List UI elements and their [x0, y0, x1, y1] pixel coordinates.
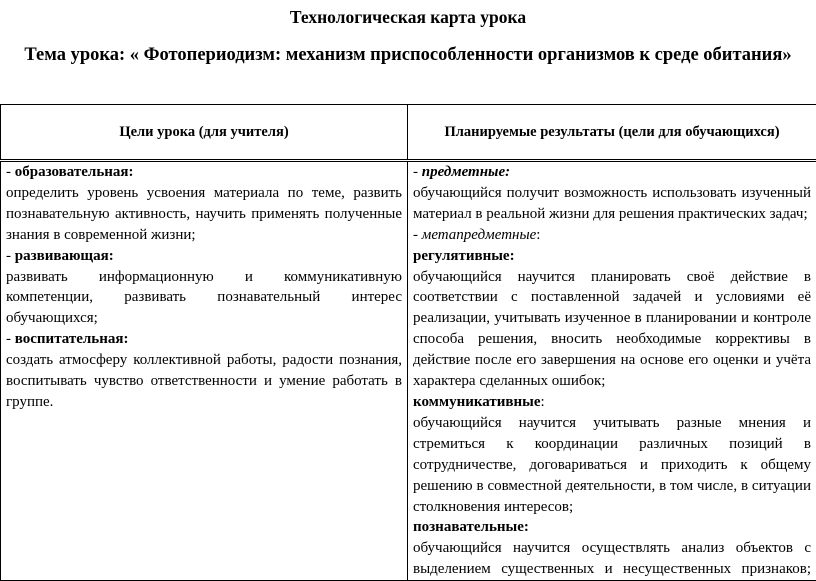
colon: :	[541, 394, 545, 410]
result-label: регулятивные:	[413, 248, 515, 264]
goal-educational-text: определить уровень усвоения материала по теме, развить познавательную активность, научить применять полученные знания в современной жизни;	[6, 183, 402, 246]
goal-label: воспитательная:	[15, 331, 129, 347]
result-regulatory-text: обучающийся научится планировать своё действие в соответствии с поставленной задачей и условиями её реализации, учитывать изученное в планировании и контроле способа решения, вносить необходимые коррективы в действие после его завершения на основе его оценки и учёта характера сделанных ошибок;	[413, 267, 811, 392]
lesson-map-table	[0, 104, 816, 581]
dash: -	[413, 164, 422, 180]
result-label: метапредметные	[422, 227, 537, 243]
result-cognitive-text: обучающийся научится осуществлять анализ объектов с выделением существенных и несущественных признаков;	[413, 538, 811, 580]
dash: -	[413, 227, 422, 243]
result-meta-heading	[413, 225, 811, 246]
result-cognitive-heading	[413, 517, 811, 538]
result-label: предметные:	[422, 164, 510, 180]
goal-educational-heading	[6, 162, 402, 183]
goal-upbringing-heading	[6, 329, 402, 350]
colon: :	[536, 227, 540, 243]
dash: -	[6, 164, 15, 180]
table-row	[1, 161, 816, 581]
goal-label: образовательная:	[15, 164, 134, 180]
teacher-goals-cell	[1, 161, 408, 581]
result-subject-heading	[413, 162, 811, 183]
result-label: коммуникативные	[413, 394, 541, 410]
header-teacher-goals: Цели урока (для учителя)	[1, 105, 408, 161]
result-communicative-text: обучающийся научится учитывать разные мнения и стремиться к координации различных позиций в сотрудничестве, договариваться и приходить к общему решению в совместной деятельности, в том числе, в ситуации столкновения интересов;	[413, 413, 811, 518]
table-header-row	[1, 105, 816, 161]
dash: -	[6, 331, 15, 347]
goal-label: развивающая:	[15, 248, 114, 264]
goal-developing-heading	[6, 246, 402, 267]
result-label: познавательные:	[413, 519, 529, 535]
document-title: Технологическая карта урока	[0, 6, 816, 28]
header-student-results: Планируемые результаты (цели для обучающихся)	[408, 105, 816, 161]
goal-upbringing-text: создать атмосферу коллективной работы, радости познания, воспитывать чувство ответственности и умение работать в группе.	[6, 350, 402, 413]
goal-developing-text: развивать информационную и коммуникативную компетенции, развивать познавательный интерес обучающихся;	[6, 267, 402, 330]
dash: -	[6, 248, 15, 264]
result-communicative-heading	[413, 392, 811, 413]
student-results-cell	[408, 161, 816, 581]
lesson-topic: Тема урока: « Фотопериодизм: механизм приспособленности организмов к среде обитания»	[20, 42, 796, 68]
result-subject-text: обучающийся получит возможность использовать изученный материал в реальной жизни для решения практических задач;	[413, 183, 811, 225]
result-regulatory-heading	[413, 246, 811, 267]
